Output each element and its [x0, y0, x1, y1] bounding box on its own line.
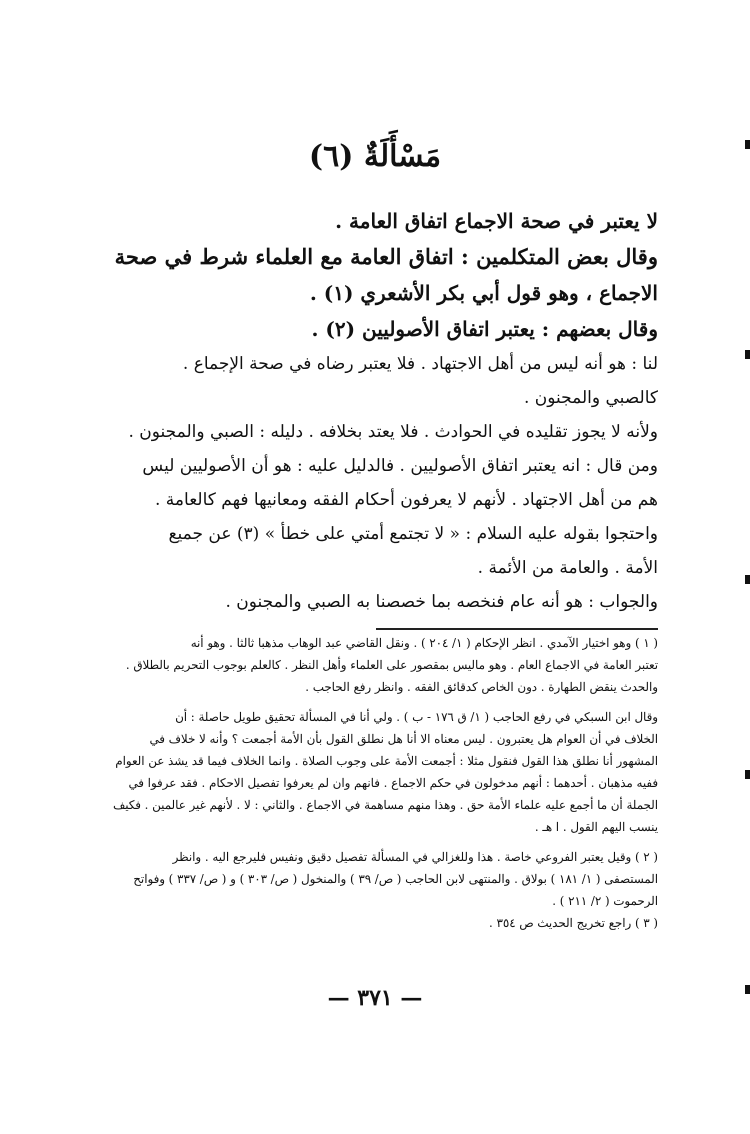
footnote-line: تعتبر العامة في الاجماع العام . وهو ماليس بمقصور على العلماء وأهل النظر . كالعلم بوجوب التحريم بالطلاق . [125, 658, 658, 672]
footnote-separator [376, 628, 658, 630]
edge-mark [745, 770, 750, 779]
text-line: والجواب : هو أنه عام فنخصه بما خصصنا به الصبي والمجنون . [225, 592, 658, 612]
footnote-line: المستصفى ( ١/ ١٨١ ) بولاق . والمنتهى لابن الحاجب ( ص/ ٣٩ ) والمنخول ( ص/ ٣٠٣ ) و ( ص/ ٣٣٧ ) وفواتح [133, 872, 658, 886]
footnote-gap [98, 838, 658, 846]
footnote-line: المشهور أنا نطلق هذا القول فنقول مثلا : أجمعت الأمة على وجوب الصلاة . وانما الخلاف فيما قد يشذ عن العوام [115, 754, 658, 768]
footnote-line: الرحموت ( ٢/ ٢١١ ) . [552, 894, 658, 908]
text-line: الأمة . والعامة من الأئمة . [477, 558, 658, 578]
text-line: لا يعتبر في صحة الاجماع اتفاق العامة . [335, 209, 658, 233]
footnote-line: ( ١ ) وهو اختيار الآمدي . انظر الإحكام ( ١/ ٢٠٤ ) . ونقل القاضي عبد الوهاب مذهبا ثالثا . وهو أنه [190, 636, 658, 650]
footnote-gap [98, 698, 658, 706]
text-line: ومن قال : انه يعتبر اتفاق الأصوليين . فالدليل عليه : هو أن الأصوليين ليس [142, 456, 658, 476]
edge-mark [745, 575, 750, 584]
text-line: كالصبي والمجنون . [523, 388, 658, 408]
edge-mark [745, 985, 750, 994]
footnotes [98, 632, 658, 934]
footnote-line: وقال ابن السبكي في رفع الحاجب ( ١/ ق ١٧٦ - ب ) . ولي أنا في المسألة تحقيق طويل حاصلة : أن [175, 710, 658, 724]
footnote-line: الجملة أن ما أجمع عليه علماء الأمة حق . وهذا منهم مساهمة في الاجماع . والثاني : لا . لأنهم غير عالمين . فكيف [113, 798, 658, 812]
footnote-line: ( ٣ ) راجع تخريج الحديث ص ٣٥٤ . [489, 916, 658, 930]
text-line: وقال بعض المتكلمين : اتفاق العامة مع العلماء شرط في صحة [114, 244, 658, 269]
text-line: الاجماع ، وهو قول أبي بكر الأشعري (١) . [309, 281, 658, 305]
footnote-line: ( ٢ ) وقيل يعتبر الفروعي خاصة . هذا وللغزالي في المسألة تفصيل دقيق ونفيس فليرجع اليه . وانظر [172, 850, 658, 864]
page-number: — ٣٧١ — [327, 985, 423, 1011]
issue-heading: مَسْأَلَةٌ (٦) [308, 139, 442, 174]
text-line: ولأنه لا يجوز تقليده في الحوادث . فلا يعتد بخلافه . دليله : الصبي والمجنون . [128, 422, 658, 442]
main-text [98, 203, 658, 619]
footnote-line: ففيه مذهبان . أحدهما : أنهم مدخولون في حكم الاجماع . فانهم وان لم يعرفوا تفصيل الاحكام . فقد عرفوا في [128, 776, 658, 790]
footnote-line: الخلاف في أن العوام هل يعتبرون . ليس معناه الا أنا هل نطلق القول بأن الأمة أجمعت ؟ وأنه لا خلاف في [149, 732, 658, 746]
text-line: لنا : هو أنه ليس من أهل الاجتهاد . فلا يعتبر رضاه في صحة الإجماع . [182, 354, 658, 374]
text-line: هم من أهل الاجتهاد . لأنهم لا يعرفون أحكام الفقه ومعانيها فهم كالعامة . [154, 490, 658, 510]
footnote-line: والحدث ينقض الطهارة . دون الخاص كدقائق الفقه . وانظر رفع الحاجب . [305, 680, 658, 694]
text-line: وقال بعضهم : يعتبر اتفاق الأصوليين (٢) . [311, 317, 658, 341]
footnote-line: ينسب اليهم القول . ا هـ . [534, 820, 658, 834]
edge-mark [745, 140, 750, 149]
text-line: واحتجوا بقوله عليه السلام : « لا تجتمع أمتي على خطأ » (٣) عن جميع [168, 524, 658, 544]
edge-mark [745, 350, 750, 359]
